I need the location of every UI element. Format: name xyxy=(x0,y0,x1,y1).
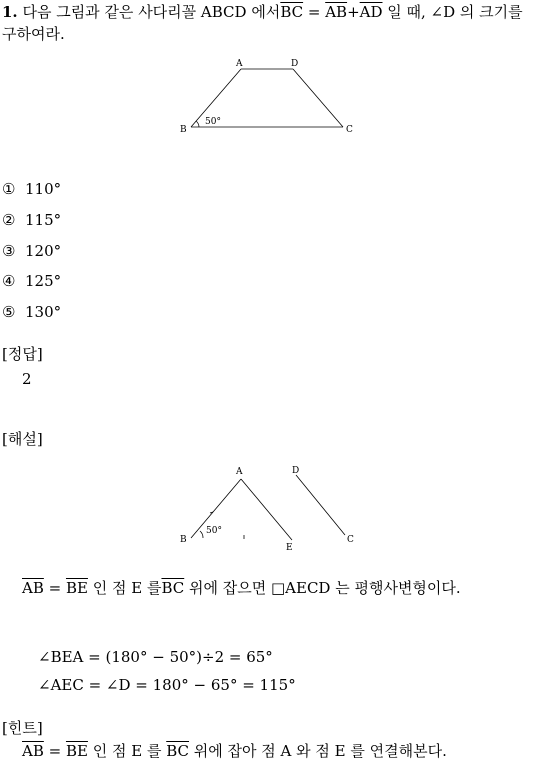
vertex-e: E xyxy=(286,543,293,552)
choice-marker: ③ xyxy=(2,242,16,260)
explanation-text: 인 점 E 를 xyxy=(87,579,162,597)
vertex-c: C xyxy=(346,125,353,135)
segment-bc: $\overline{BC}$ xyxy=(161,579,185,597)
segment-ad: $\overline{AD}$ xyxy=(359,3,383,21)
segment-ae xyxy=(241,479,292,540)
problem-line-2: 구하여라. xyxy=(2,25,65,43)
problem-text: 다음 그림과 같은 사다리꼴 ABCD 에서 xyxy=(22,3,281,21)
choice-5 xyxy=(2,302,61,322)
trapezoid-figure xyxy=(175,56,365,140)
choice-value: 125° xyxy=(25,272,62,290)
segment-ab: $\overline{AB}$ xyxy=(22,579,44,597)
answer-value: 2 xyxy=(22,370,32,388)
hint-text-end: 위에 잡아 점 A 와 점 E 를 연결해본다. xyxy=(189,742,447,760)
equals-sign: = xyxy=(43,579,66,597)
problem-line-1 xyxy=(2,2,523,22)
choice-4 xyxy=(2,271,61,291)
equals-sign: = xyxy=(303,3,326,21)
hint-line xyxy=(22,741,447,761)
angle-arc xyxy=(200,531,203,538)
choice-marker: ② xyxy=(2,211,16,229)
equals-sign: = xyxy=(43,742,66,760)
calc-line-2: ∠AEC = ∠D = 180° − 65° = 115° xyxy=(38,676,296,694)
explanation-figure xyxy=(175,462,365,552)
vertex-a: A xyxy=(236,59,243,69)
problem-text-end: 일 때, ∠D 의 크기를 xyxy=(382,3,523,21)
segment-be: $\overline{BE}$ xyxy=(65,579,88,597)
choice-value: 110° xyxy=(25,180,62,198)
choice-value: 115° xyxy=(25,211,62,229)
choice-1 xyxy=(2,179,61,199)
vertex-d: D xyxy=(291,59,299,69)
choice-value: 130° xyxy=(25,303,62,321)
angle-label: 50° xyxy=(205,117,221,127)
explanation-label: [해설] xyxy=(2,430,43,448)
angle-label: 50° xyxy=(206,526,222,536)
segment-be: $\overline{BE}$ xyxy=(65,742,88,760)
angle-arc xyxy=(196,121,199,127)
choice-value: 120° xyxy=(25,242,62,260)
vertex-a: A xyxy=(236,467,243,477)
plus-sign: + xyxy=(347,3,360,21)
vertex-c: C xyxy=(347,535,354,545)
vertex-b: B xyxy=(180,535,187,545)
hint-label: [힌트] xyxy=(2,719,43,737)
segment-ab: $\overline{AB}$ xyxy=(325,3,348,21)
explanation-line-1 xyxy=(22,578,461,598)
segment-bc: $\overline{BC}$ xyxy=(280,3,304,21)
hint-text: 인 점 E 를 xyxy=(87,742,167,760)
choice-2 xyxy=(2,210,61,230)
segment-ab: $\overline{AB}$ xyxy=(22,742,44,760)
answer-label: [정답] xyxy=(2,345,43,363)
segment-bc: $\overline{BC}$ xyxy=(166,742,189,760)
choice-marker: ① xyxy=(2,180,16,198)
choice-3 xyxy=(2,241,61,261)
segment-dc xyxy=(296,475,345,535)
explanation-text-end: 위에 잡으면 □AECD 는 평행사변형이다. xyxy=(184,579,461,597)
side-dc xyxy=(293,69,343,127)
calc-line-1: ∠BEA = (180° − 50°)÷2 = 65° xyxy=(38,648,273,666)
choice-marker: ④ xyxy=(2,272,16,290)
problem-number: 1. xyxy=(2,3,18,21)
vertex-b: B xyxy=(180,125,187,135)
choice-marker: ⑤ xyxy=(2,303,16,321)
vertex-d: D xyxy=(292,466,300,476)
